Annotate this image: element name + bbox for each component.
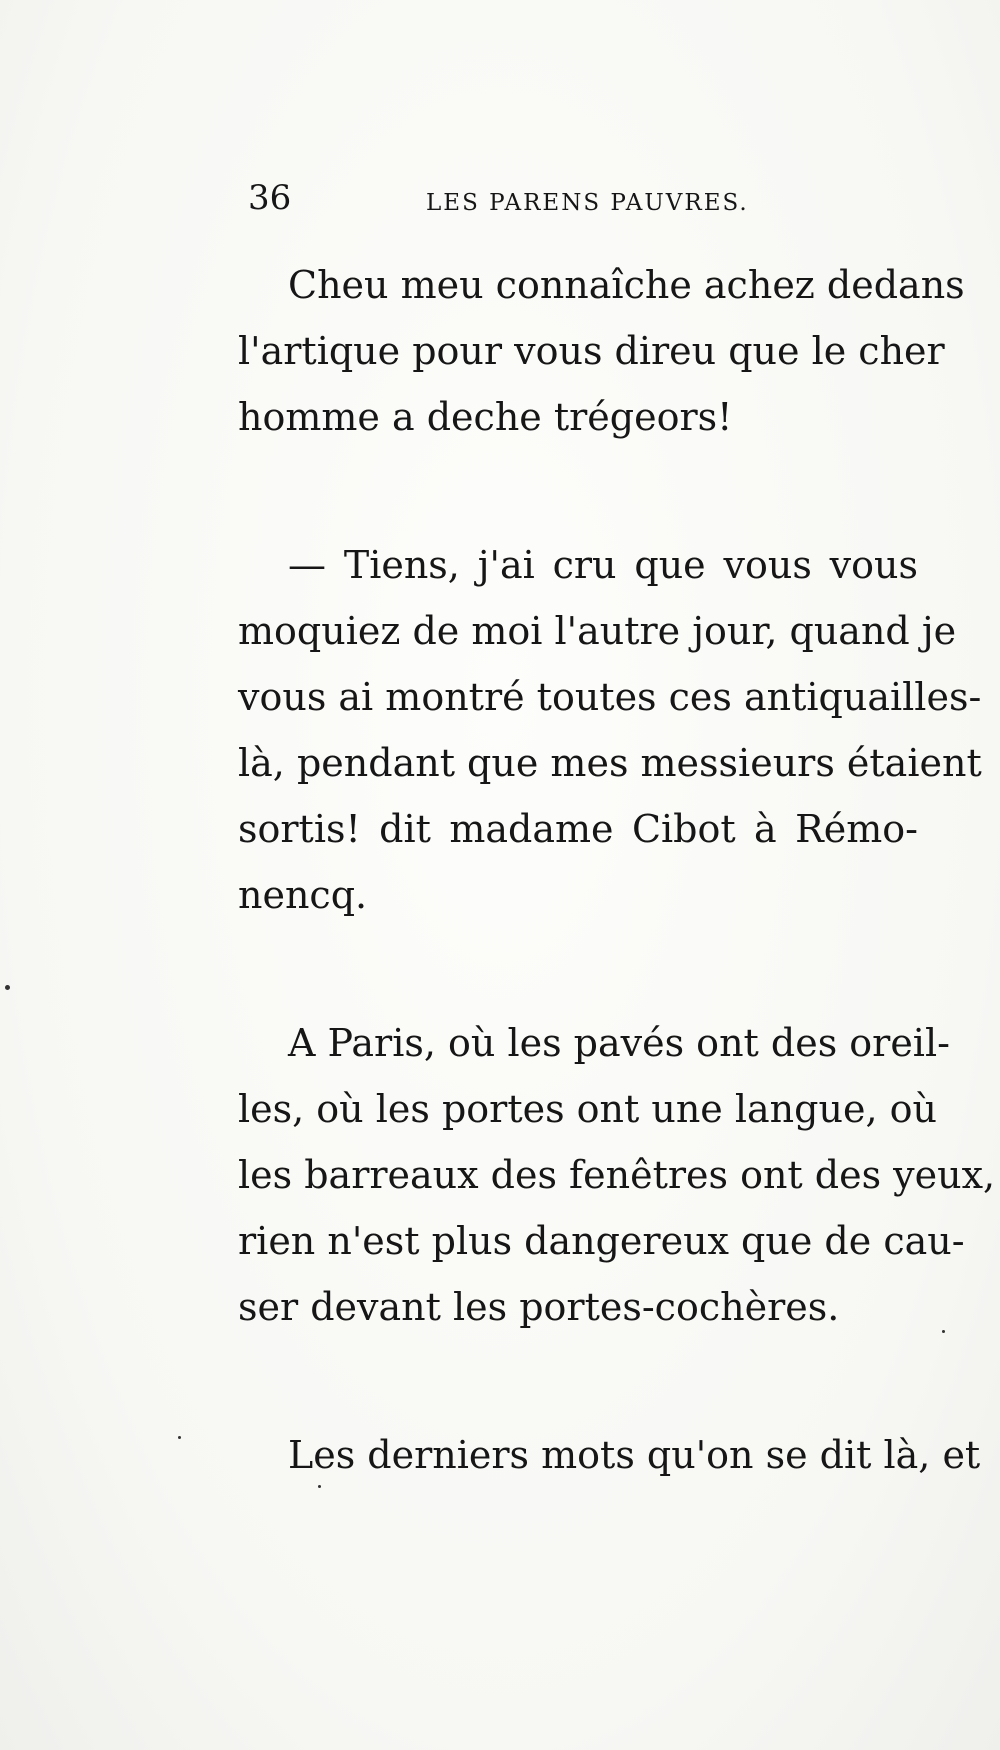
paragraph: [238, 252, 965, 450]
page-number: 36: [248, 178, 292, 218]
dust-speck: [178, 1436, 181, 1439]
dust-speck: [942, 1330, 945, 1333]
running-head: LES PARENS PAUVRES.: [426, 190, 749, 216]
text-line: les, où les portes ont une langue, où: [238, 1087, 937, 1131]
text-line: nencq.: [238, 873, 368, 917]
text-line: l'artique pour vous direu que le cher: [238, 329, 945, 373]
paragraph: [238, 1010, 996, 1340]
page-header: [248, 178, 748, 218]
text-line: moquiez de moi l'autre jour, quand je: [238, 609, 957, 653]
text-line: ser devant les portes-cochères.: [238, 1285, 840, 1329]
text-line: Cheu meu connaîche achez dedans: [288, 263, 965, 307]
text-line: là, pendant que mes messieurs étaient: [238, 741, 982, 785]
dust-speck: [5, 985, 10, 990]
paragraph: [238, 532, 982, 928]
text-line: Les derniers mots qu'on se dit là, et: [288, 1433, 981, 1477]
text-line: homme a deche trégeors!: [238, 395, 733, 439]
text-line: — Tiens, j'ai cru que vous vous: [288, 543, 918, 587]
text-line: sortis! dit madame Cibot à Rémo-: [238, 807, 918, 851]
text-line: A Paris, où les pavés ont des oreil-: [288, 1021, 950, 1065]
paragraph: [238, 1422, 981, 1488]
text-line: vous ai montré toutes ces antiquailles-: [238, 675, 982, 719]
text-line: rien n'est plus dangereux que de cau-: [238, 1219, 965, 1263]
body-text: [238, 252, 996, 1488]
text-line: les barreaux des fenêtres ont des yeux,: [238, 1153, 996, 1197]
dust-speck: [318, 1485, 321, 1488]
